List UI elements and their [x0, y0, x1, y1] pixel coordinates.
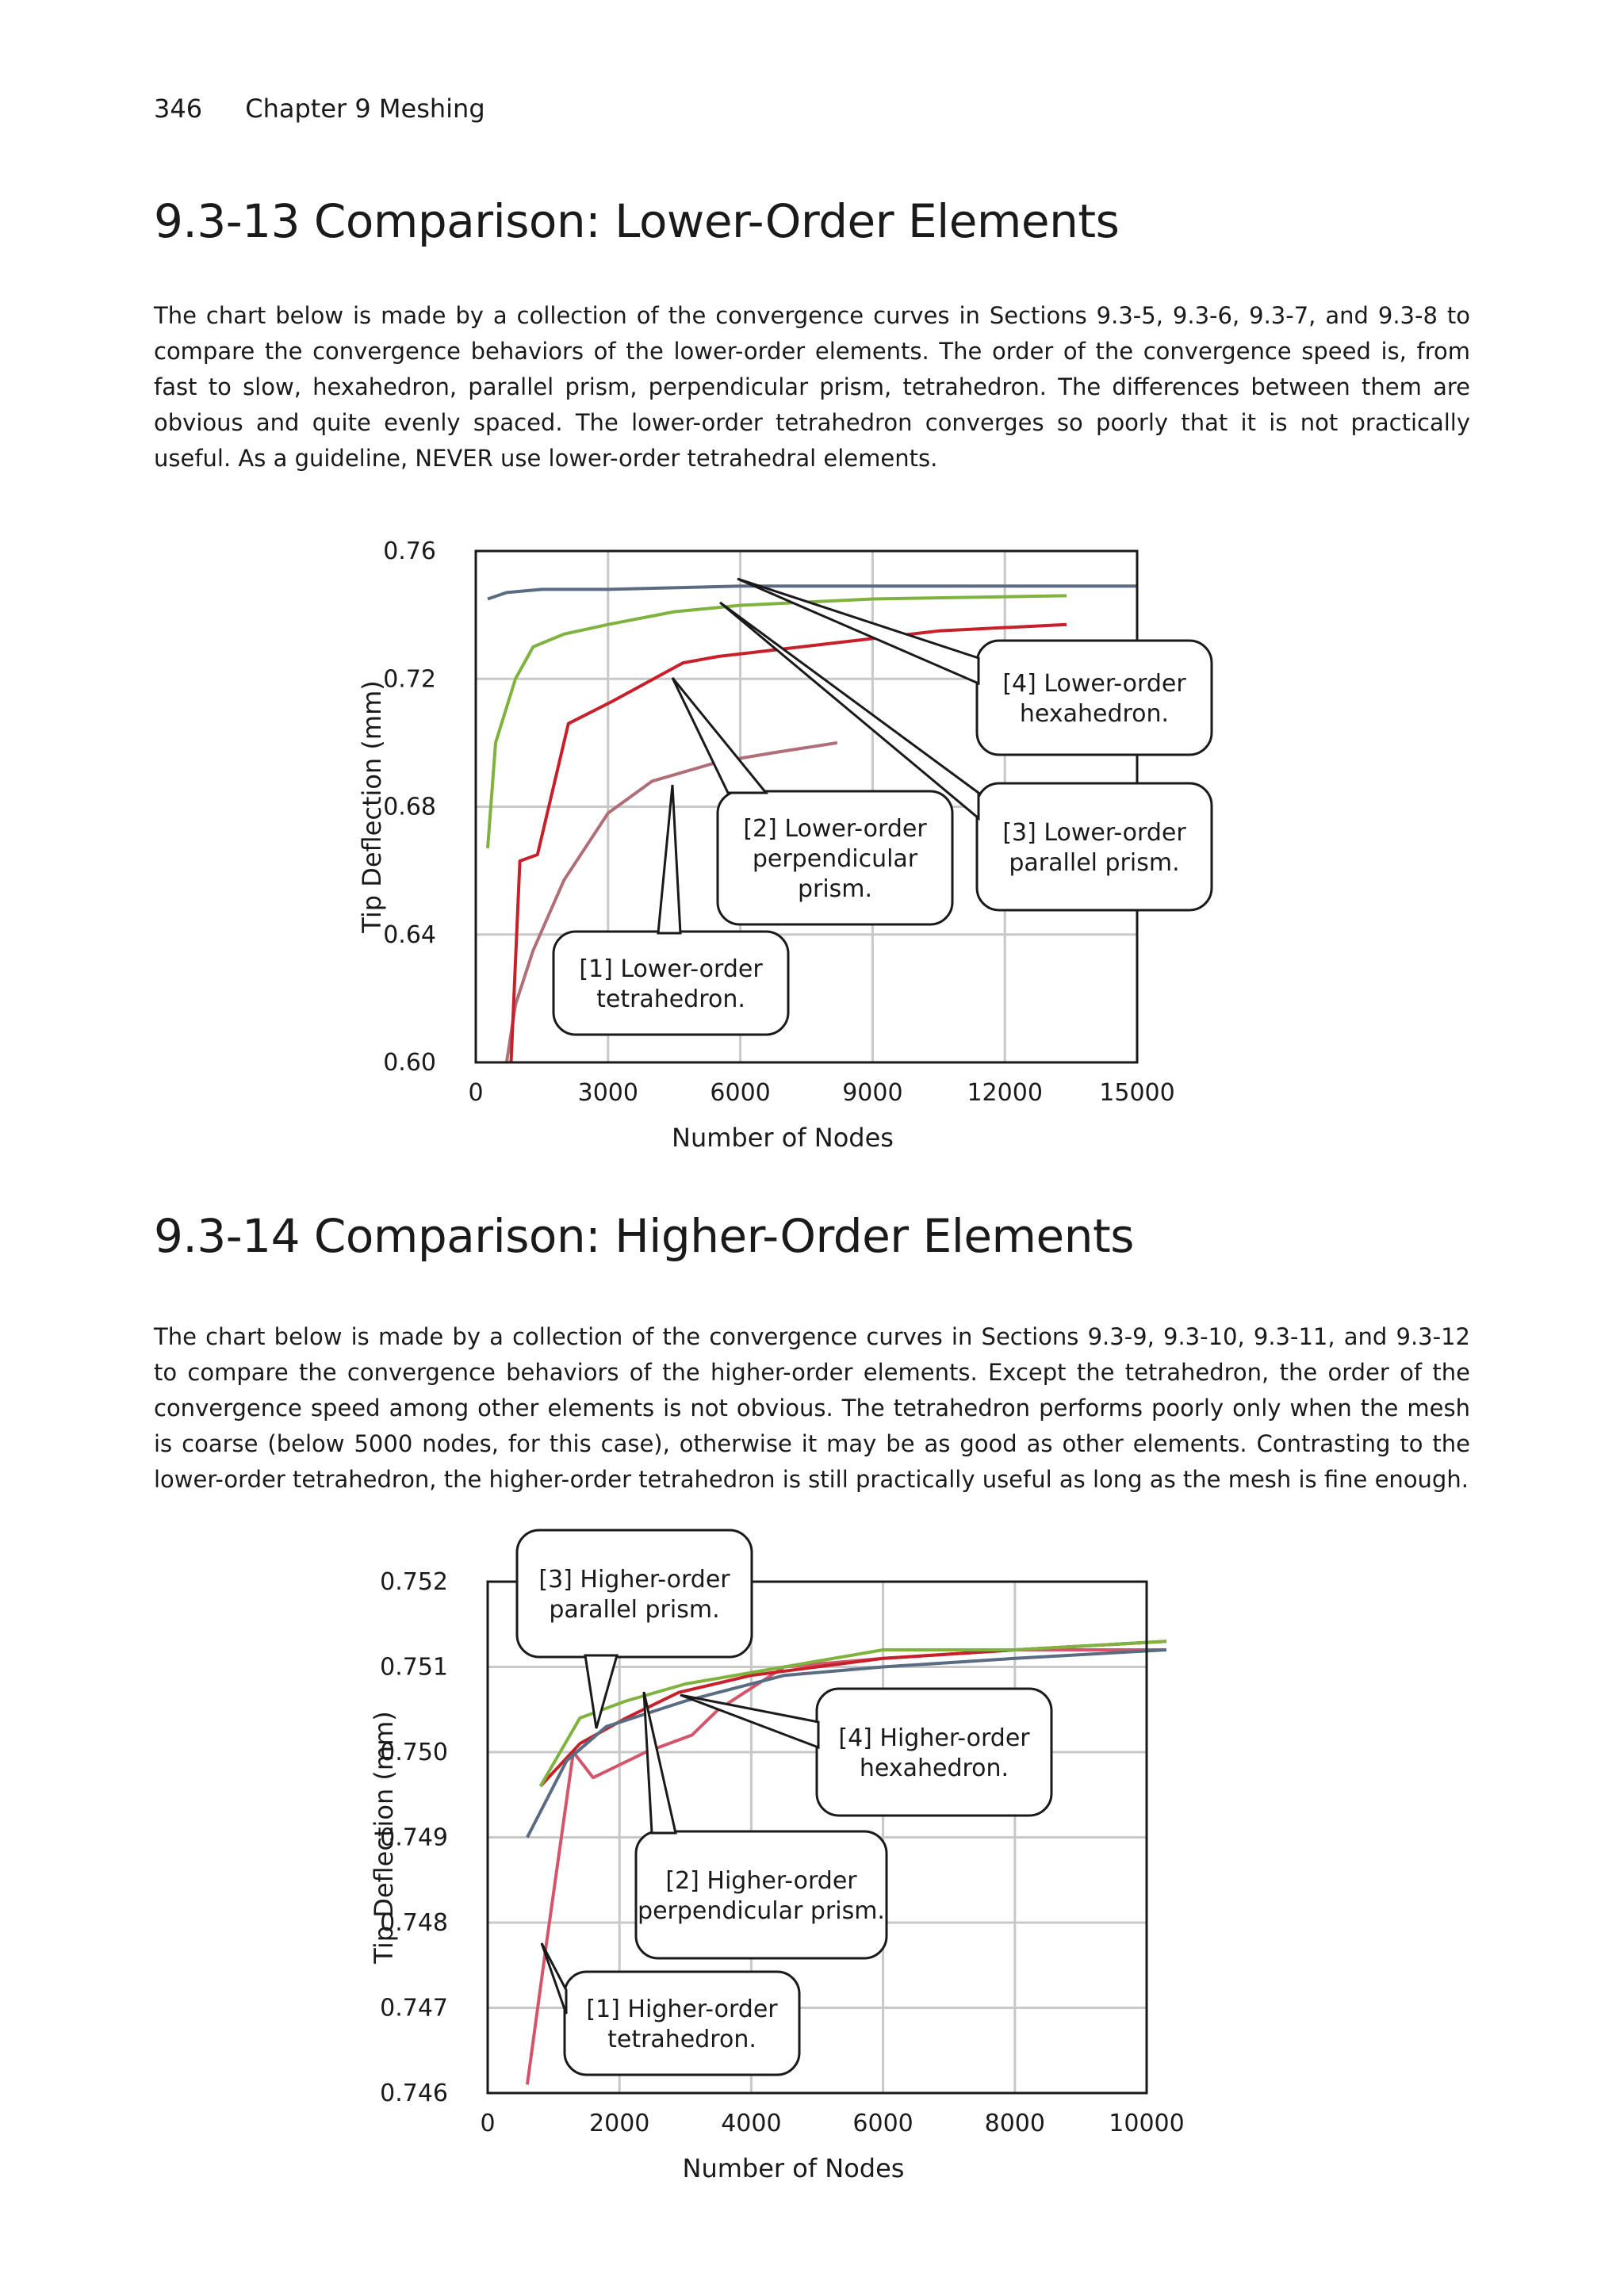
y-tick-label: 0.749	[380, 1823, 448, 1852]
x-tick-label: 8000	[984, 2110, 1045, 2137]
callout-label: [3] Lower-order	[1002, 819, 1186, 847]
x-tick-label: 0	[468, 1079, 484, 1107]
callout-label: [4] Higher-order	[838, 1724, 1030, 1752]
callout-box	[977, 641, 1212, 755]
callout-label: hexahedron.	[859, 1755, 1009, 1782]
y-tick-label: 0.76	[383, 538, 436, 565]
callout-box	[517, 1530, 752, 1657]
callout-label: [2] Lower-order	[743, 815, 927, 843]
callout-label: tetrahedron.	[607, 2026, 756, 2053]
x-tick-label: 0	[480, 2110, 496, 2137]
y-tick-label: 0.751	[380, 1653, 448, 1682]
x-tick-label: 2000	[589, 2110, 650, 2137]
y-tick-label: 0.748	[380, 1909, 448, 1937]
y-axis-title: Tip Deflection (mm)	[369, 1711, 399, 1964]
y-tick-label: 0.747	[380, 1994, 448, 2022]
x-tick-label: 6000	[710, 1079, 771, 1107]
callout-label: tetrahedron.	[596, 985, 745, 1013]
chart-lower-order	[0, 523, 1624, 1158]
y-tick-label: 0.750	[380, 1739, 448, 1766]
y-tick-label: 0.72	[383, 665, 436, 694]
section-paragraph-higher-order: The chart below is made by a collection of the convergence curves in Sections 9.3-9, 9.3-10, 9.3-11, and 9.3-12 to compare the convergence behaviors of the higher-order elements. Except the tetrahedron, the order of the convergence speed among other elements is not obvious. The tetrahedron performs poorly only when the mesh is coarse (below 5000 nodes, for this case), otherwise it may be as good as other elements. Contrasting to the lower-order tetrahedron, the higher-order tetrahedron is still practically useful as long as the mesh is fine enough.	[154, 1323, 1470, 1493]
section-title-higher-order: 9.3-14 Comparison: Higher-Order Elements	[154, 1209, 1134, 1263]
callout-label: prism.	[797, 875, 873, 903]
callout-label: parallel prism.	[549, 1596, 720, 1624]
callout-box	[636, 1831, 887, 1958]
y-tick-label: 0.64	[383, 920, 436, 949]
callout-box	[817, 1689, 1051, 1816]
chapter-title: Chapter 9 Meshing	[245, 94, 485, 124]
callout-label: perpendicular	[752, 845, 918, 873]
section-paragraph-lower-order: The chart below is made by a collection of the convergence curves in Sections 9.3-5, 9.3-6, 9.3-7, and 9.3-8 to compare the convergence behaviors of the lower-order elements. The order of the convergence speed is, from fast to slow, hexahedron, parallel prism, perpendicular prism, tetrahedron. The differences between them are obvious and quite evenly spaced. The lower-order tetrahedron converges so poorly that it is not practically useful. As a guideline, NEVER use lower-order tetrahedral elements.	[154, 302, 1470, 472]
y-tick-label: 0.746	[380, 2080, 448, 2107]
x-axis-title: Number of Nodes	[682, 2153, 905, 2183]
y-tick-label: 0.68	[383, 793, 436, 821]
x-axis-title: Number of Nodes	[672, 1123, 894, 1153]
callout-label: [1] Higher-order	[586, 1996, 778, 2023]
callout-box	[977, 783, 1212, 910]
y-tick-label: 0.60	[383, 1049, 436, 1077]
page-number: 346	[154, 94, 203, 124]
x-tick-label: 4000	[721, 2110, 782, 2137]
callout-label: perpendicular prism.	[638, 1897, 885, 1925]
callout-label: [3] Higher-order	[538, 1566, 730, 1594]
x-tick-label: 9000	[842, 1079, 903, 1107]
callout-label: hexahedron.	[1019, 700, 1170, 728]
x-tick-label: 12000	[967, 1079, 1043, 1107]
callout-label: [4] Lower-order	[1002, 670, 1186, 698]
callout-label: parallel prism.	[1009, 849, 1180, 877]
callout-box	[565, 1972, 799, 2075]
callout-label: [2] Higher-order	[665, 1867, 857, 1895]
running-head	[154, 94, 485, 124]
x-tick-label: 15000	[1099, 1079, 1175, 1107]
section-title-lower-order: 9.3-13 Comparison: Lower-Order Elements	[154, 194, 1120, 248]
chart-higher-order	[0, 1514, 1624, 2196]
x-tick-label: 3000	[577, 1079, 638, 1107]
y-tick-label: 0.752	[380, 1568, 448, 1596]
x-tick-label: 10000	[1109, 2110, 1185, 2137]
y-axis-title: Tip Deflection (mm)	[357, 680, 387, 933]
callout-label: [1] Lower-order	[579, 955, 763, 983]
callout-box	[553, 932, 788, 1035]
x-tick-label: 6000	[852, 2110, 914, 2137]
